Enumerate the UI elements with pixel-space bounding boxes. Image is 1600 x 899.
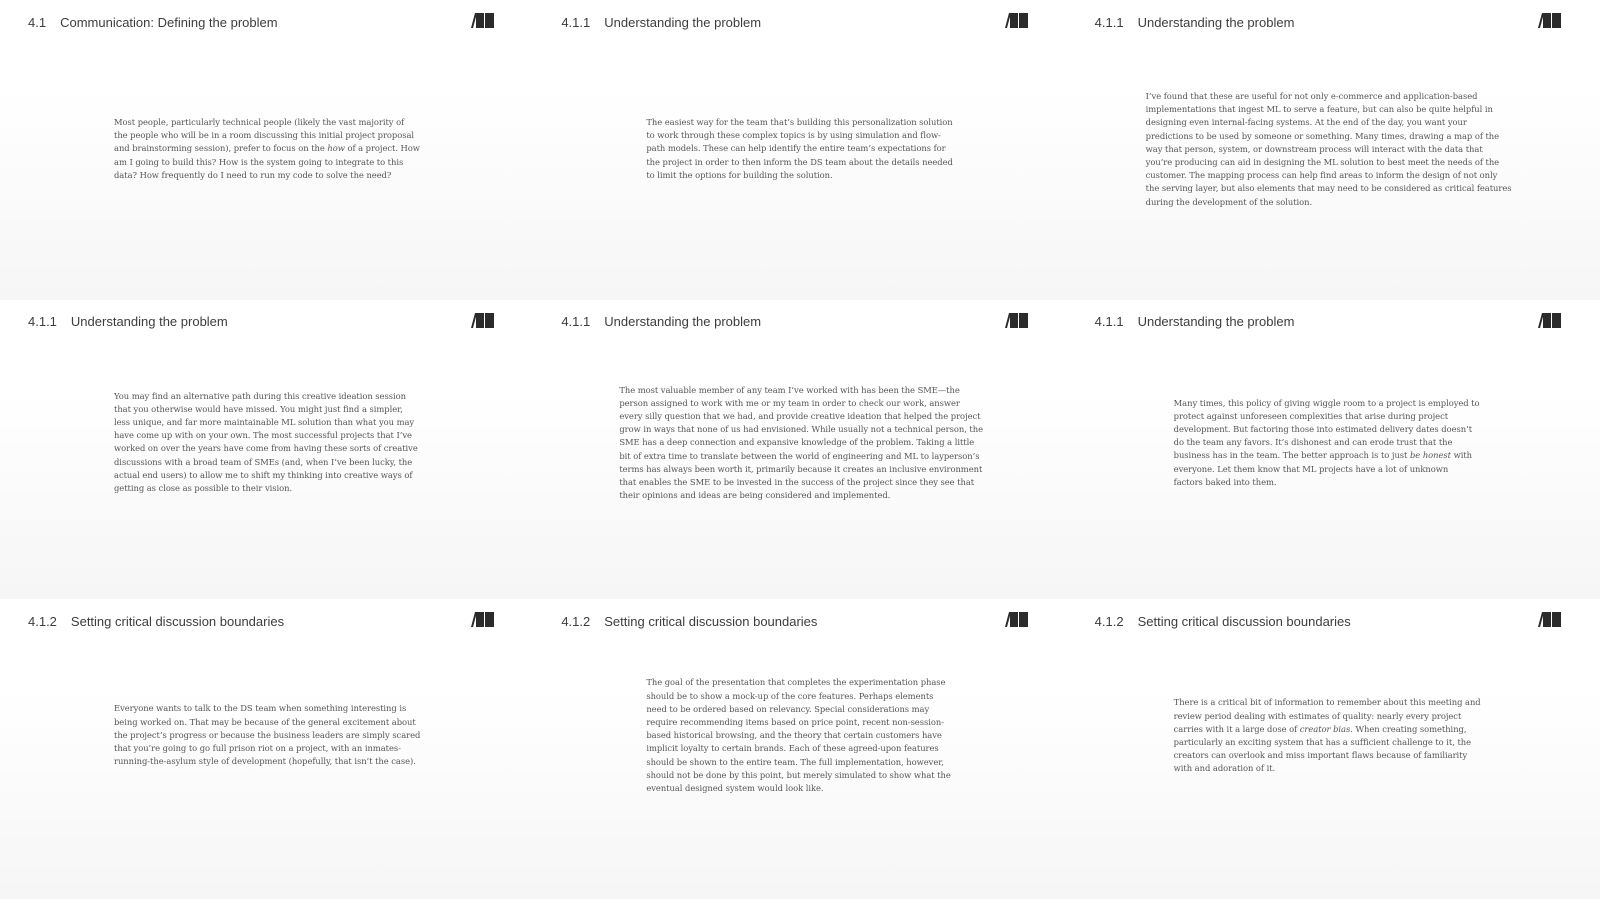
section-title: Understanding the problem — [1137, 14, 1295, 30]
section-title: Understanding the problem — [70, 314, 228, 330]
book-icon[interactable] — [471, 12, 495, 29]
slide-8[interactable] — [533, 599, 1066, 899]
slide-body — [1146, 90, 1512, 209]
book-icon[interactable] — [1538, 611, 1562, 628]
slide-body — [619, 384, 985, 503]
body-text: There is a critical bit of information to remember about this meeting and review period dealing with estimates of quality: nearly every project carries with it a large dose of — [1173, 697, 1481, 734]
slide-body — [1174, 696, 1484, 775]
slide-body — [114, 702, 424, 768]
body-text: The most valuable member of any team I’ve worked with has been the SME—the person assigned to work with me or my team in order to check our work, answer every silly question that we had, and provide creative ideation that helped the project grow in ways that none of us had envisioned. While usually not a technical person, the SME has a deep connection and expansive knowledge of the problem. Taking a little bit of extra time to translate between the world of engineering and ML to layperson’s terms has always been worth it, primarily because it creates an inclusive environment that enables the SME to be invested in the success of the project since they see that their opinions and ideas are being considered and implemented. — [619, 384, 983, 501]
body-text: You may find an alternative path during this creative ideation session that you otherwise would have missed. You might just find a simpler, less unique, and far more maintainable ML solution than what you may have come up with on your own. The most successful projects that I’ve worked on over the years have come from having these sorts of creative discussions with a broad team of SMEs (and, when I’ve been lucky, the actual end users) to allow me to shift my thinking into creative ways of getting as close as possible to their vision. — [114, 390, 418, 494]
body-emphasis: be honest — [1409, 450, 1451, 461]
slide-9[interactable] — [1067, 599, 1600, 899]
body-emphasis: creator bias — [1299, 723, 1351, 734]
book-icon[interactable] — [1538, 312, 1562, 329]
body-text: Everyone wants to talk to the DS team when something interesting is being worked on. That may be because of the general excitement about the project’s progress or because the business leaders are simply scared that you’re going to go full prison riot on a project, with an inmates-running-the-asylum style of development (hopefully, that isn’t the case). — [114, 703, 421, 767]
body-text: of a project. How am I going to build this? How is the system going to integrate to this data? How frequently do I need to run my code to solve the need? — [114, 143, 420, 180]
slide-header — [1095, 312, 1560, 332]
slide-header — [1095, 611, 1560, 631]
slide-6[interactable] — [1067, 300, 1600, 600]
section-number: 4.1.2 — [28, 613, 57, 629]
slide-7[interactable] — [0, 599, 533, 899]
slide-header — [28, 12, 493, 32]
section-title: Communication: Defining the problem — [60, 14, 278, 30]
section-title: Setting critical discussion boundaries — [70, 613, 285, 629]
slide-body — [646, 116, 956, 182]
section-number: 4.1.1 — [561, 314, 591, 330]
book-icon[interactable] — [1005, 312, 1029, 329]
section-title: Understanding the problem — [604, 14, 762, 30]
section-number: 4.1 — [28, 14, 47, 30]
section-title: Setting critical discussion boundaries — [604, 613, 818, 629]
slide-5[interactable] — [533, 300, 1066, 600]
section-number: 4.1.1 — [561, 14, 591, 30]
section-title: Understanding the problem — [1137, 314, 1295, 330]
section-number: 4.1.2 — [561, 613, 591, 629]
section-number: 4.1.2 — [1094, 613, 1124, 629]
slide-header — [561, 12, 1026, 32]
slide-header — [561, 611, 1026, 631]
book-icon[interactable] — [1005, 12, 1029, 29]
slide-header — [28, 611, 493, 631]
body-emphasis: how — [327, 143, 345, 154]
book-icon[interactable] — [1538, 12, 1562, 29]
body-text: Most people, particularly technical people (likely the vast majority of the people who will be in a room discussing this initial project proposal and brainstorming session), prefer to focus on the — [114, 117, 415, 154]
section-title: Setting critical discussion boundaries — [1137, 613, 1351, 629]
slide-body — [1174, 397, 1480, 489]
section-number: 4.1.1 — [28, 314, 57, 330]
body-text: . When creating something, particularly an exciting system that has a sufficient challenge to it, the creators can overlook and miss important flaws because of familiarity with and adoration of it. — [1173, 723, 1472, 774]
book-icon[interactable] — [471, 312, 495, 329]
slide-2[interactable] — [533, 0, 1066, 300]
book-icon[interactable] — [1005, 611, 1029, 628]
slide-header — [28, 312, 493, 332]
body-text: The goal of the presentation that completes the experimentation phase should be to show a mock-up of the core features. Perhaps elements need to be ordered based on relevancy. Special considerations may require recommending items based on price point, recent non-session-based historical browsing, and the theory that certain customers have implicit loyalty to certain brands. Each of these agreed-upon features should be shown to the entire team. The full implementation, however, should not be done by this point, but merely simulated to show what the eventual designed system would look like. — [646, 677, 951, 793]
slide-body — [114, 116, 420, 182]
slide-header — [561, 312, 1026, 332]
section-title: Understanding the problem — [604, 314, 762, 330]
slide-1[interactable] — [0, 0, 533, 300]
slide-header — [1095, 12, 1560, 32]
body-text: The easiest way for the team that’s building this personalization solution to work through these complex topics is by using simulation and flow-path models. These can help identify the entire team’s expectations for the project in order to then inform the DS team about the details needed to limit the options for building the solution. — [646, 117, 953, 180]
body-text: with everyone. Let them know that ML projects have a lot of unknown factors baked into them. — [1173, 450, 1472, 487]
book-icon[interactable] — [471, 611, 495, 628]
slide-4[interactable] — [0, 300, 533, 600]
slide-3[interactable] — [1067, 0, 1600, 300]
slide-body — [114, 390, 420, 496]
section-number: 4.1.1 — [1094, 14, 1124, 30]
slide-body — [646, 676, 956, 795]
body-text: Many times, this policy of giving wiggle room to a project is employed to protect against unforeseen complexities that arise during project development. But factoring those into estimated delivery dates doesn’t do the team any favors. It’s dishonest and can erode trust that the business has in the team. The better approach is to just — [1173, 397, 1480, 461]
body-text: I’ve found that these are useful for not only e-commerce and application-based implementations that ingest ML to serve a feature, but can also be quite helpful in designing even internal-facing systems. At the end of the day, you want your predictions to be used by someone or something. Many times, drawing a map of the way that person, system, or downstream process will interact with the data that you’re producing can aid in designing the ML solution to best meet the needs of the customer. The mapping process can help find areas to inform the design of not only the serving layer, but also elements that may need to be considered as critical features during the development of the solution. — [1145, 91, 1512, 207]
section-number: 4.1.1 — [1094, 314, 1124, 330]
